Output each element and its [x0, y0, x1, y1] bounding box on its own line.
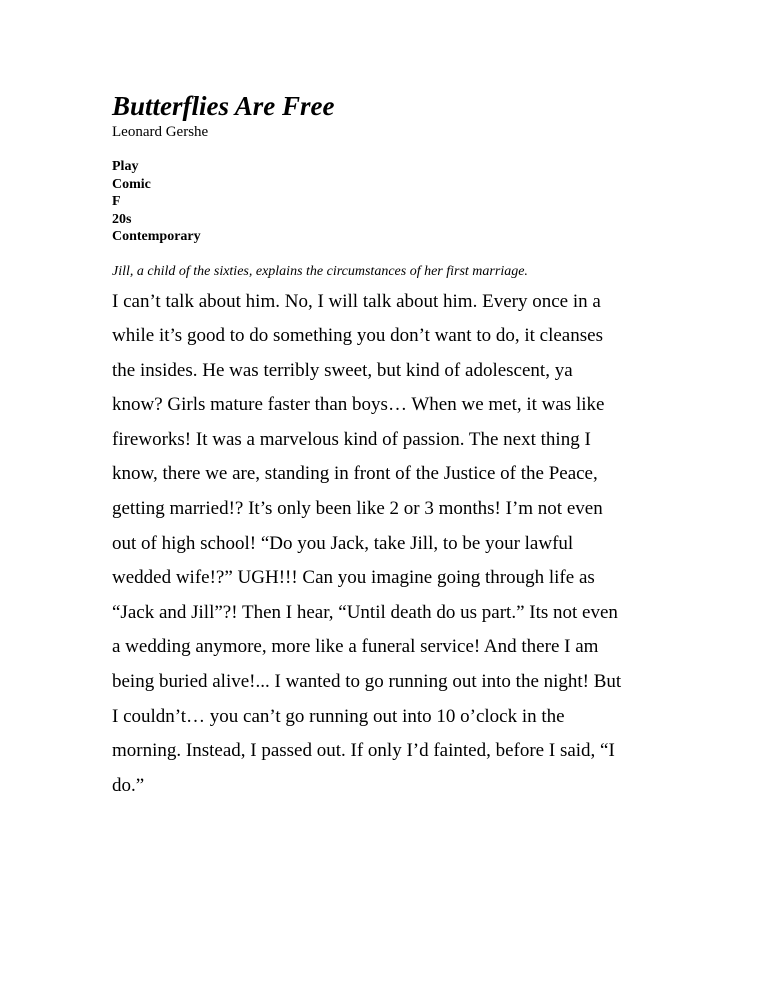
monologue-line: getting married!? It’s only been like 2 or 3 months! I’m not even — [112, 498, 603, 520]
meta-tone: Comic — [112, 176, 151, 192]
monologue-line: being buried alive!... I wanted to go running out into the night! But — [112, 671, 622, 693]
monologue-line: I can’t talk about him. No, I will talk about him. Every once in a — [112, 290, 601, 312]
monologue-line: out of high school! “Do you Jack, take Jill, to be your lawful — [112, 532, 574, 554]
monologue-blurb: Jill, a child of the sixties, explains the circumstances of her first marriage. — [112, 263, 528, 279]
monologue-line: fireworks! It was a marvelous kind of passion. The next thing I — [112, 428, 591, 450]
monologue-line: while it’s good to do something you don’t want to do, it cleanses — [112, 325, 603, 347]
meta-age: 20s — [112, 211, 132, 227]
monologue-line: wedded wife!?” UGH!!! Can you imagine going through life as — [112, 567, 595, 589]
monologue-line: do.” — [112, 774, 145, 796]
monologue-line: know? Girls mature faster than boys… When we met, it was like — [112, 394, 605, 416]
document-page — [112, 90, 657, 803]
meta-block — [112, 158, 657, 246]
document-author: Leonard Gershe — [112, 124, 209, 140]
monologue-line: know, there we are, standing in front of the Justice of the Peace, — [112, 463, 598, 485]
meta-gender: F — [112, 194, 121, 209]
monologue-line: the insides. He was terribly sweet, but kind of adolescent, ya — [112, 359, 573, 381]
document-title: Butterflies Are Free — [112, 91, 335, 121]
meta-genre: Play — [112, 159, 139, 174]
monologue-line: “Jack and Jill”?! Then I hear, “Until death do us part.” Its not even — [112, 601, 618, 623]
monologue-line: a wedding anymore, more like a funeral service! And there I am — [112, 636, 599, 658]
monologue-line: morning. Instead, I passed out. If only I’d fainted, before I said, “I — [112, 740, 615, 762]
monologue-line: I couldn’t… you can’t go running out into 10 o’clock in the — [112, 705, 565, 727]
monologue-text — [112, 285, 657, 804]
meta-period: Contemporary — [112, 229, 201, 244]
